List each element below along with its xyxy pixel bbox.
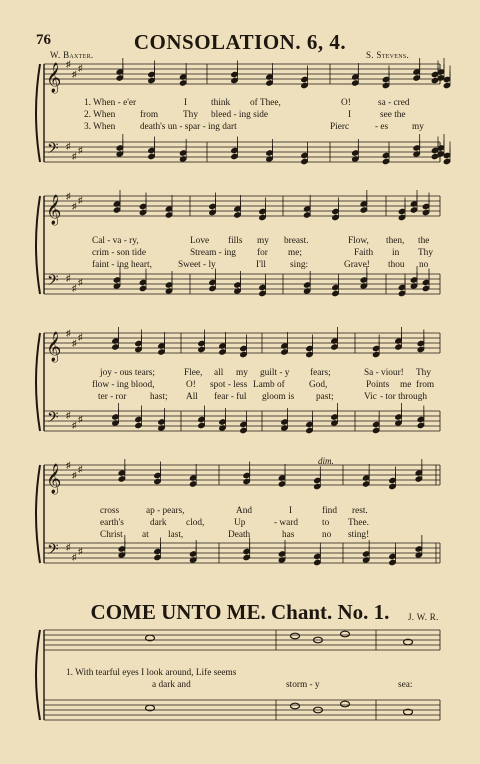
system-4-treble-clef-icon: 𝄞: [46, 464, 62, 493]
lyric-s3-v3-d: fear - ful: [214, 392, 247, 402]
lyric-s4-v2-c: clod,: [186, 518, 205, 528]
system-4-sharp-icon: ♯: [78, 546, 83, 556]
lyric-s1-v1-d: of Thee,: [250, 98, 281, 108]
system-4-sharp-icon: ♯: [66, 460, 71, 470]
lyric-s4-v3-b: at: [142, 530, 149, 540]
system-3-sharp-icon: ♯: [72, 338, 77, 348]
lyric-s2-v3-a: faint - ing heart,: [92, 260, 152, 270]
lyric-s2-v2-d: me;: [288, 248, 302, 258]
lyric-s4-v1-f: rest.: [352, 506, 368, 516]
lyric-s1-v2-b: from: [140, 110, 159, 120]
lyric-s4-v1-e: find: [322, 506, 337, 516]
lyric-s3-v3-c: All: [186, 392, 198, 402]
system-1-bass-clef-icon: 𝄢: [47, 140, 59, 160]
lyric-s3-v2-h: from: [416, 380, 435, 390]
lyric-s4-v3-a: Christ: [100, 530, 123, 540]
lyric-s1-v3-d: - es: [375, 122, 389, 132]
lyric-s3-v3-b: hast;: [150, 392, 168, 402]
lyric-s1-v1-a: 1. When - e'er: [84, 98, 137, 108]
lyric-s2-v3-b: Sweet - ly: [178, 260, 216, 270]
lyric-s4-v2-a: earth's: [100, 518, 124, 528]
lyric-s2-v3-d: sing:: [290, 260, 309, 270]
chant-lyric-line-2a: a dark and: [152, 680, 191, 690]
system-2-brace: [36, 196, 40, 294]
lyric-s2-v2-b: Stream - ing: [190, 248, 236, 258]
system-2-sharp-icon: ♯: [78, 277, 83, 287]
hymn-title-come-unto-me: COME UNTO ME. Chant. No. 1.: [90, 600, 390, 624]
chant-note-head: [291, 633, 300, 639]
lyric-s1-v1-e: O!: [341, 98, 351, 108]
lyric-s3-v1-c: all: [214, 368, 224, 378]
chant-note-head: [291, 703, 300, 709]
chant-note-head: [341, 631, 350, 637]
system-4-sharp-icon: ♯: [78, 464, 83, 474]
lyric-s2-v1-c: fills: [228, 236, 243, 246]
lyric-s4-v1-c: And: [236, 506, 253, 516]
lyric-s3-v3-a: ter - ror: [98, 392, 127, 402]
lyric-s2-v3-c: I'll: [256, 260, 266, 270]
lyric-s3-v2-d: Lamb of: [253, 380, 285, 390]
page-number: 76: [36, 32, 51, 48]
system-4-sharp-icon: ♯: [72, 470, 77, 480]
lyric-s3-v1-g: Sa - viour!: [364, 368, 404, 378]
lyric-s2-v2-f: in: [392, 248, 400, 258]
composer-left: W. Baxter.: [50, 50, 94, 60]
lyric-s3-v1-f: fears;: [310, 368, 331, 378]
lyric-s3-v2-c: spot - less: [210, 380, 248, 390]
lyric-s3-v3-h: - tor through: [380, 392, 427, 402]
lyric-s4-v3-g: sting!: [348, 530, 370, 540]
system-1-sharp-icon: ♯: [78, 63, 83, 73]
lyric-s3-v3-f: past;: [316, 392, 334, 402]
lyric-s1-v1-b: I: [184, 98, 188, 108]
system-1-sharp-icon: ♯: [72, 151, 77, 161]
lyric-s1-v2-e: I: [348, 110, 352, 120]
lyric-s4-v1-d: I: [289, 506, 293, 516]
system-2-bass-clef-icon: 𝄢: [47, 272, 59, 292]
lyric-s3-v3-g: Vic: [364, 392, 377, 402]
system-2-treble-clef-icon: 𝄞: [46, 195, 62, 224]
lyric-s2-v3-g: no: [419, 260, 429, 270]
lyric-s3-v1-h: Thy: [416, 368, 431, 378]
composer-right-2: J. W. R.: [408, 612, 439, 622]
system-3-sharp-icon: ♯: [66, 328, 71, 338]
lyric-s2-v1-g: then,: [386, 236, 405, 246]
system-1-treble-clef-icon: 𝄞: [46, 63, 62, 92]
system-3-bass-clef-icon: 𝄢: [47, 409, 59, 429]
lyric-s3-v2-b: O!: [186, 380, 196, 390]
lyric-s3-v2-f: Points: [366, 380, 390, 390]
lyric-s2-v2-a: crim - son tide: [92, 248, 146, 258]
lyric-s2-v2-c: for: [257, 248, 268, 258]
lyric-s4-v2-g: Thee.: [348, 518, 369, 528]
lyric-s3-v1-d: my: [236, 368, 248, 378]
system-3-sharp-icon: ♯: [78, 332, 83, 342]
chant-lyric-line-2b: storm - y: [286, 680, 320, 690]
system-1-sharp-icon: ♯: [78, 145, 83, 155]
hymn-title-consolation: CONSOLATION. 6, 4.: [133, 30, 347, 54]
lyric-s3-v2-a: flow - ing blood,: [92, 380, 155, 390]
lyric-s1-v3-b: death's un - spar - ing dart: [140, 122, 237, 132]
lyric-s4-v3-f: no: [322, 530, 332, 540]
chant-brace: [36, 630, 40, 720]
system-1-sharp-icon: ♯: [72, 69, 77, 79]
system-4-sharp-icon: ♯: [72, 552, 77, 562]
system-2-sharp-icon: ♯: [72, 201, 77, 211]
lyric-s3-v2-e: God,: [309, 380, 328, 390]
lyric-s2-v1-b: Love: [190, 236, 210, 246]
system-4-sharp-icon: ♯: [66, 542, 71, 552]
system-2-sharp-icon: ♯: [66, 191, 71, 201]
lyric-s2-v2-g: Thy: [418, 248, 433, 258]
lyric-s4-v1-b: ap - pears,: [146, 506, 185, 516]
lyric-s1-v1-c: think: [211, 98, 231, 108]
lyric-s4-v3-e: has: [282, 530, 295, 540]
lyric-s1-v1-f: sa - cred: [378, 98, 410, 108]
system-3-sharp-icon: ♯: [72, 420, 77, 430]
system-2-sharp-icon: ♯: [72, 283, 77, 293]
system-4-bass-clef-icon: 𝄢: [47, 541, 59, 561]
lyric-s2-v1-d: my: [257, 236, 269, 246]
lyric-s4-v2-b: dark: [150, 518, 167, 528]
chant-lyric-line-1: 1. With tearful eyes I look around, Life seems: [66, 668, 237, 678]
system-3-brace: [36, 333, 40, 431]
system-4-brace: [36, 465, 40, 563]
lyric-s2-v1-f: Flow,: [348, 236, 369, 246]
lyric-s1-v3-e: my: [412, 122, 424, 132]
system-2-sharp-icon: ♯: [66, 273, 71, 283]
chant-lyric-line-2c: sea:: [398, 680, 413, 690]
lyric-s2-v3-e: Grave!: [344, 260, 370, 270]
lyric-s1-v2-d: bleed - ing side: [211, 110, 269, 120]
lyric-s2-v1-h: the: [418, 236, 430, 246]
system-3-treble-clef-icon: 𝄞: [46, 332, 62, 361]
system-1-sharp-icon: ♯: [66, 59, 71, 69]
lyric-s3-v3-e: gloom is: [262, 392, 295, 402]
lyric-s3-v2-g: me: [400, 380, 412, 390]
lyric-s4-v3-c: last,: [168, 530, 184, 540]
system-1-brace: [36, 64, 40, 162]
lyric-s1-v2-c: Thy: [183, 110, 198, 120]
lyric-s2-v1-a: Cal - va - ry,: [92, 236, 139, 246]
lyric-s3-v1-b: Flee,: [184, 368, 203, 378]
lyric-s1-v3-a: 3. When: [84, 122, 116, 132]
lyric-s4-v2-f: to: [322, 518, 330, 528]
lyric-s3-v1-a: joy - ous tears;: [100, 368, 155, 378]
lyric-s2-v3-f: thou: [388, 260, 405, 270]
lyric-s4-v2-d: Up: [234, 518, 246, 528]
dynamic-dim: dim.: [318, 456, 334, 466]
system-2-sharp-icon: ♯: [78, 195, 83, 205]
lyric-s4-v2-e: - ward: [274, 518, 299, 528]
lyric-s2-v2-e: Faith: [354, 248, 374, 258]
system-3-sharp-icon: ♯: [78, 414, 83, 424]
lyric-s4-v3-d: Death: [228, 530, 251, 540]
composer-right: S. Stevens.: [366, 50, 410, 60]
system-1-sharp-icon: ♯: [66, 141, 71, 151]
lyric-s2-v1-e: breast.: [284, 236, 309, 246]
lyric-s3-v1-e: guilt - y: [260, 368, 290, 378]
lyric-s4-v1-a: cross: [100, 506, 120, 516]
lyric-s1-v3-c: Pierc: [330, 122, 350, 132]
lyric-s1-v2-a: 2. When: [84, 110, 116, 120]
lyric-s1-v2-f: see the: [380, 110, 406, 120]
chant-note-head: [341, 701, 350, 707]
system-3-sharp-icon: ♯: [66, 410, 71, 420]
